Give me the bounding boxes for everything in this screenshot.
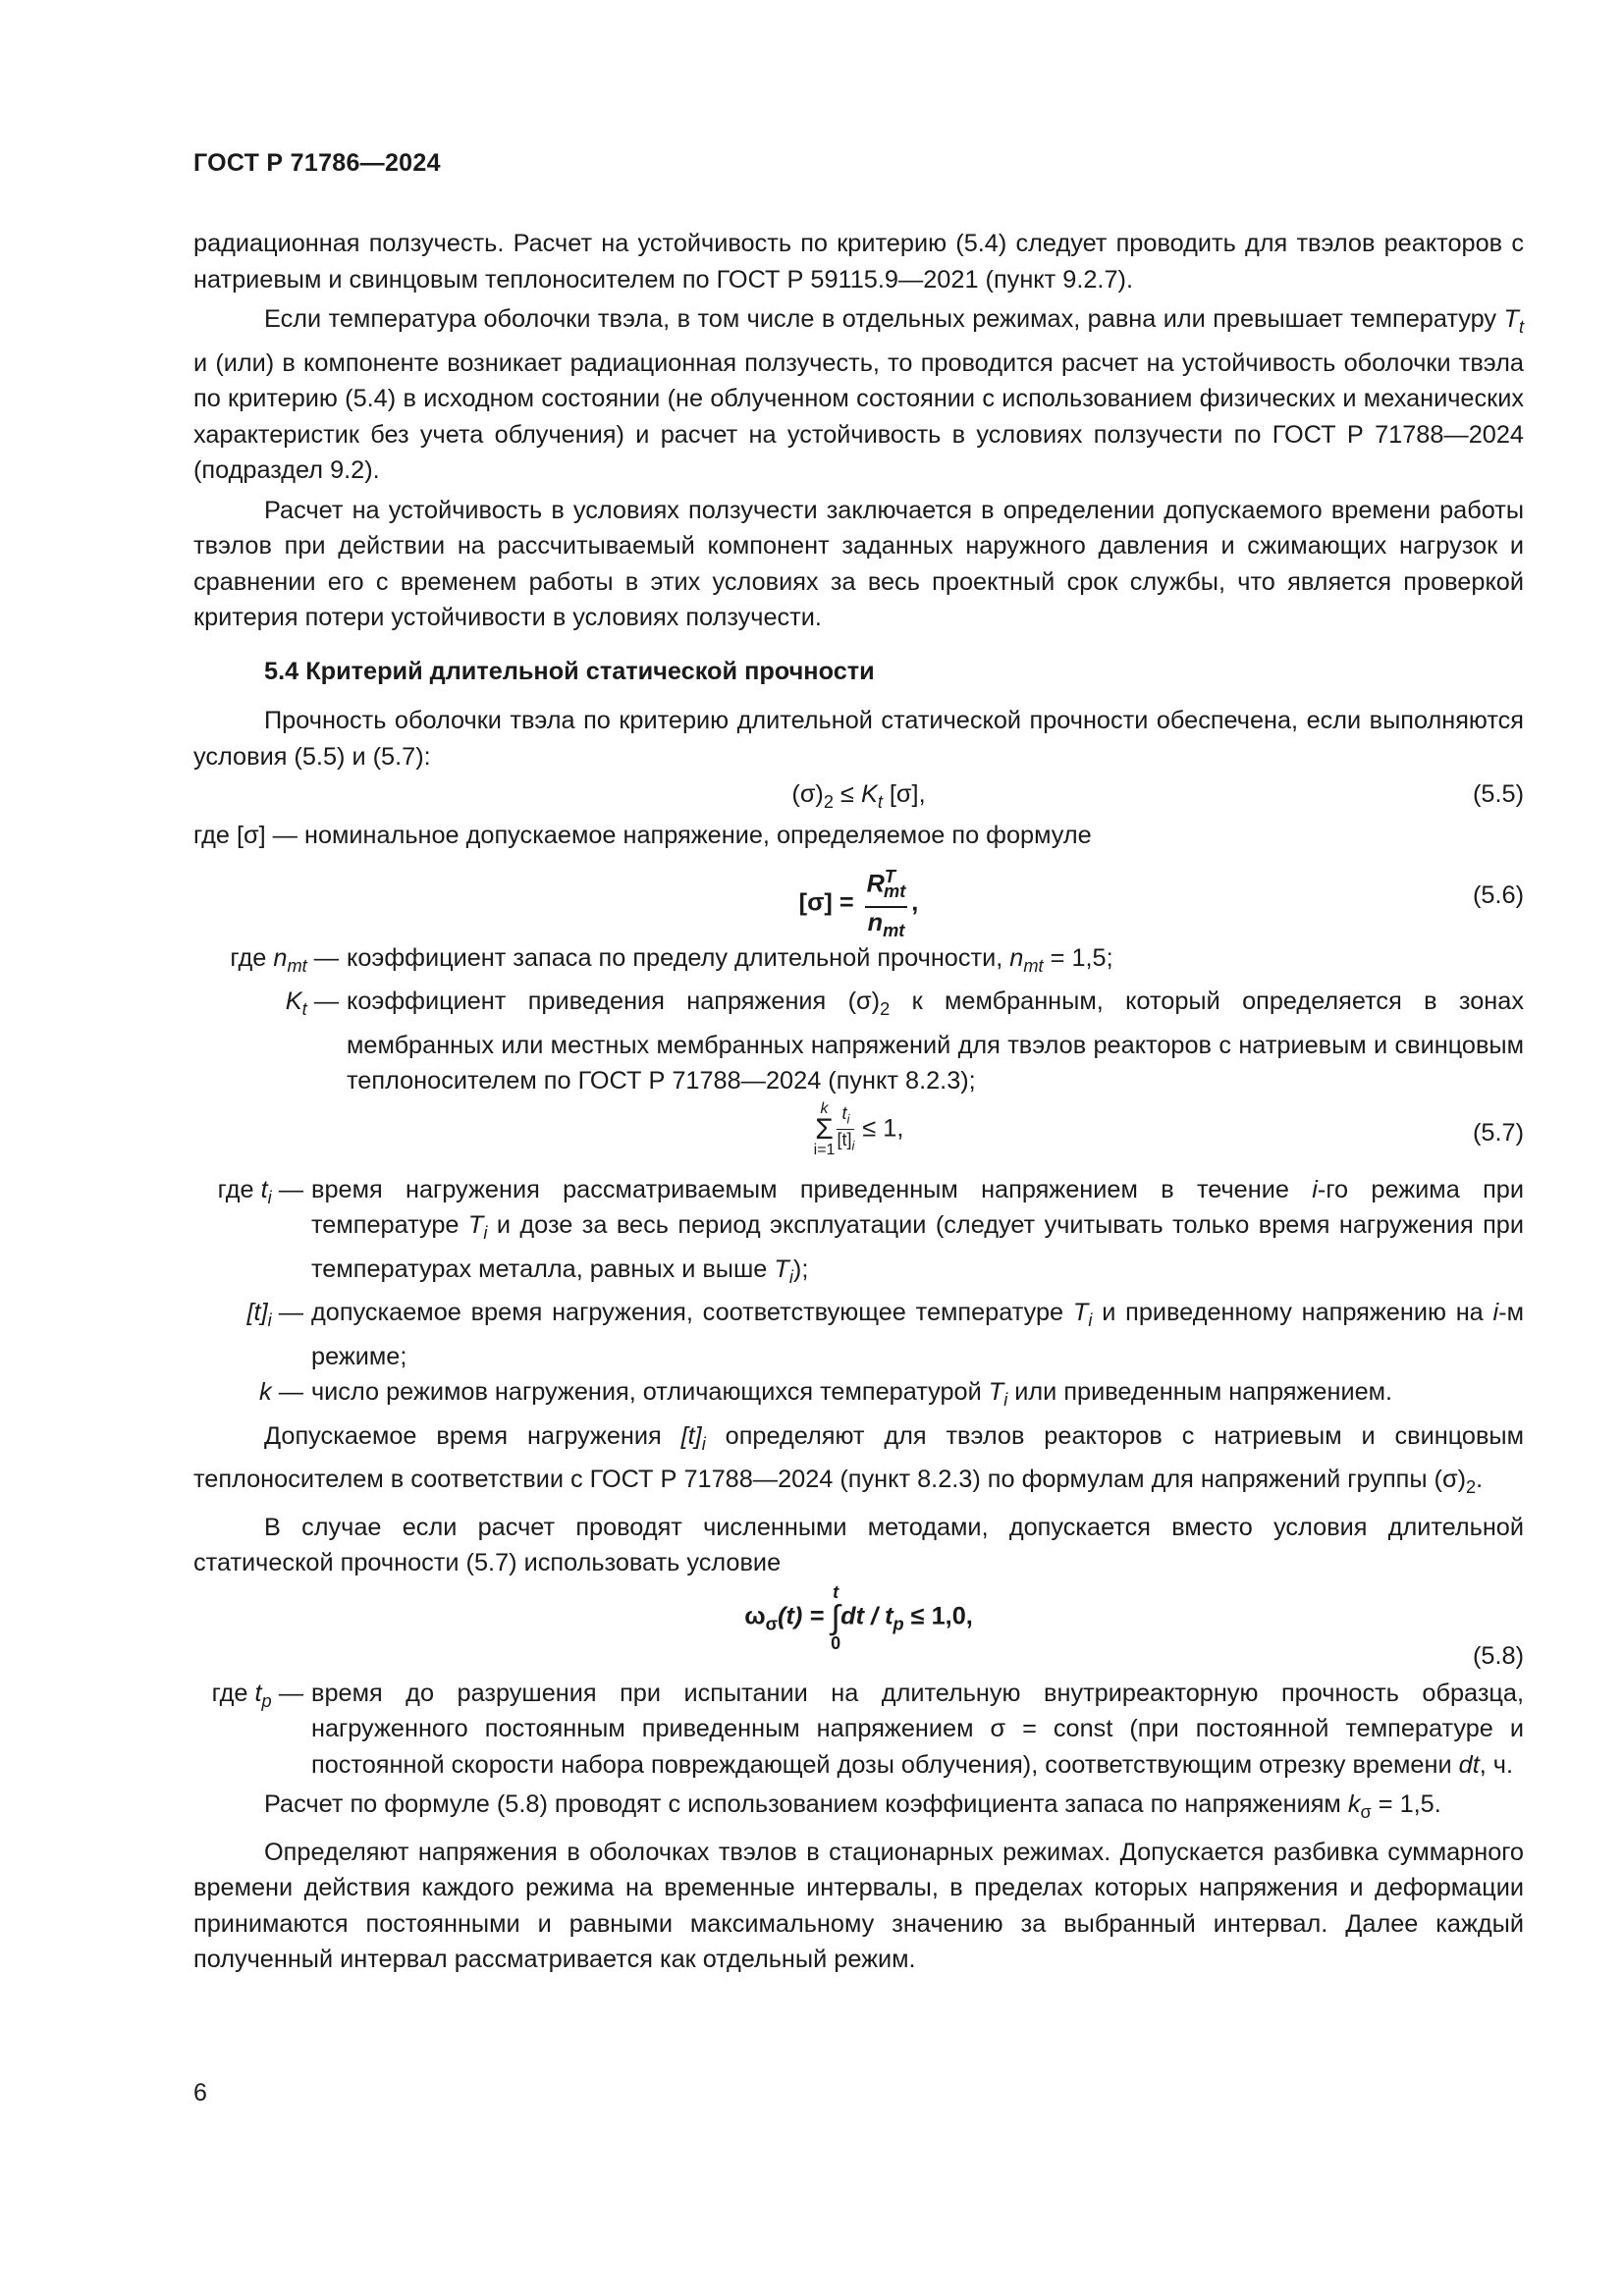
- document-body: [193, 226, 1524, 1978]
- paragraph-4: Прочность оболочки твэла по критерию длительной статической прочности обеспечена, если выполняются условия (5.5) и (5.7):: [193, 707, 1524, 771]
- section-heading: 5.4 Критерий длительной статической прочности: [264, 657, 875, 685]
- where-list-5-7: [193, 1172, 1524, 1418]
- paragraph-1: радиационная ползучесть. Расчет на устойчивость по критерию (5.4) следует проводить для твэлов реакторов с натриевым и свинцовым теплоносителем по ГОСТ Р 59115.9—2021 (пункт 9.2.7).: [193, 230, 1524, 294]
- formula-number: (5.7): [1472, 1118, 1524, 1147]
- paragraph-5: Допускаемое время нагружения $[t]_i$ определяют для твэлов реакторов с натриевым и свинцовым теплоносителем в соответствии с ГОСТ Р 71788—2024 (пункт 8.2.3) по формулам для напряжений группы $(\sigma)_2$.: [193, 1421, 1524, 1498]
- formula-number: (5.8): [1472, 1641, 1524, 1670]
- formula-5-6-expression: [σ] = $\frac{R^T_{mt}}{n_{mt}}$ ,: [193, 862, 1524, 946]
- where-sigma: где [σ] — номинальное допускаемое напряжение, определяемое по формуле: [193, 822, 1092, 850]
- paragraph-6: В случае если расчет проводят численными методами, допускается вместо условия длительной статической прочности (5.7) использовать условие: [193, 1513, 1524, 1577]
- where-list-5-6: [193, 940, 1524, 1099]
- paragraph-3: Расчет на устойчивость в условиях ползучести заключается в определении допускаемого времени работы твэлов при действии на рассчитываемый компонент заданных наружного давления и сжимающих нагрузок и сравнении его с временем работы в этих условиях за весь проектный срок службы, что является проверкой критерия потери устойчивости в условиях ползучести.: [193, 496, 1524, 632]
- where-item-ti-allowed: $[t]_i$ — допускаемое время нагружения, соответствующее температуре $T_i$ и приведенному напряжению на i-м режиме;: [246, 1299, 1524, 1370]
- paragraph-7: Расчет по формуле (5.8) проводят с использованием коэффициента запаса по напряжениям $k_\sigma = 1,5$.: [264, 1790, 1441, 1823]
- where-item-k: k — число режимов нагружения, отличающихся температурой $T_i$ или приведенным напряжением.: [259, 1378, 1393, 1411]
- formula-5-7-expression: k Σ i=1 $\frac{t_i}{[t]_i}$ ≤ 1,: [813, 1099, 904, 1158]
- where-item-kt: $K_t$ — коэффициент приведения напряжения $(\sigma)_2$ к мембранным, который определяется в зонах мембранных или местных мембранных напряжений для твэлов реакторов с натриевым и свинцовым теплоносителем по ГОСТ Р 71788—2024 (пункт 8.2.3);: [285, 988, 1524, 1095]
- document-header: ГОСТ Р 71786—2024: [193, 149, 441, 177]
- formula-5-6: [193, 856, 1524, 941]
- formula-5-5-expression: $(\sigma)_2 \le K_t$ [σ],: [791, 780, 926, 813]
- formula-5-8-expression: $\omega_\sigma(t) = t$ ∫ $0dt / t_p \le 1,0$,: [744, 1581, 973, 1653]
- where-list-5-8: [193, 1676, 1524, 1784]
- formula-5-7: [193, 1101, 1524, 1170]
- where-item-ti: где $t_i$ — время нагружения рассматриваемым приведенным напряжением в течение i-го режима при температуре $T_i$ и дозе за весь период эксплуатации (следует учитывать только время нагружения при температурах металла, равных и выше $T_i$);: [217, 1175, 1524, 1287]
- paragraph-2: Если температура оболочки твэла, в том числе в отдельных режимах, равна или превышает температуру $T_t$ и (или) в компоненте возникает радиационная ползучесть, то проводится расчет на устойчивость оболочки твэла по критерию (5.4) в исходном состоянии (не облученном состоянии с использованием физических и механических характеристик без учета облучения) и расчет на устойчивость в условиях ползучести по ГОСТ Р 71788—2024 (подраздел 9.2).: [193, 305, 1524, 485]
- paragraph-8: Определяют напряжения в оболочках твэлов в стационарных режимах. Допускается разбивка суммарного времени действия каждого режима на временные интервалы, в пределах которых напряжения и деформации принимаются постоянными и равными максимальному значению за выбранный интервал. Далее каждый полученный интервал рассматривается как отдельный режим.: [193, 1838, 1524, 1974]
- formula-number: (5.6): [1472, 881, 1524, 909]
- formula-5-8: [193, 1583, 1524, 1674]
- formula-5-5: [193, 776, 1524, 816]
- where-item-tp: где $t_p$ — время до разрушения при испытании на длительную внутриреакторную прочность образца, нагруженного постоянным приведенным напряжением σ = const (при постоянной температуре и постоянной скорости набора повреждающей дозы облучения), соответствующим отрезку времени dt, ч.: [211, 1679, 1524, 1779]
- where-item-nmt: где $n_{mt}$ — коэффициент запаса по пределу длительной прочности, $n_{mt} = 1,5$;: [230, 943, 1113, 976]
- formula-number: (5.5): [1472, 780, 1524, 809]
- page-number: 6: [193, 2079, 207, 2107]
